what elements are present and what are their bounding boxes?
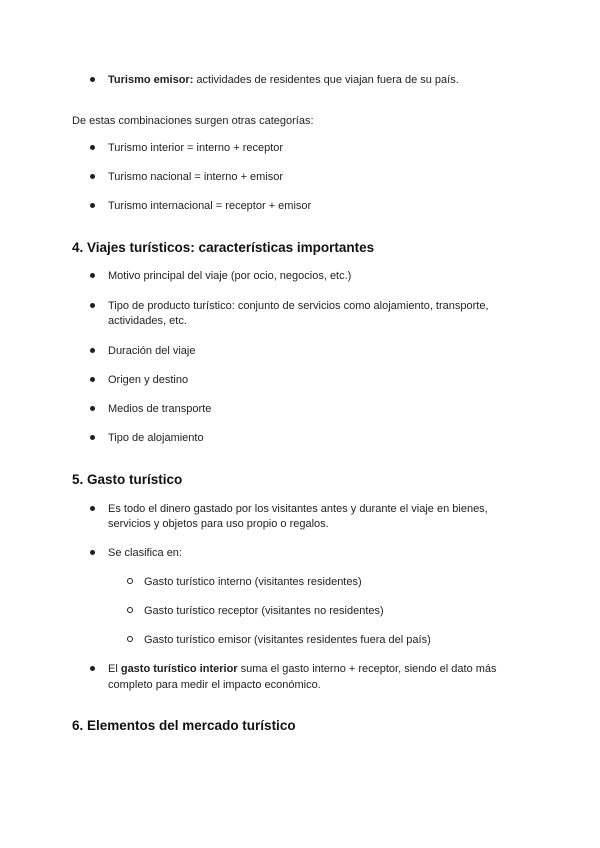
bold-term: gasto turístico interior bbox=[120, 663, 238, 675]
bullet-dot bbox=[90, 506, 95, 511]
list-item-continuation: actividades, etc. bbox=[108, 315, 187, 327]
text-post: suma el gasto interno + receptor, siendo el dato más bbox=[237, 663, 497, 675]
section-4-heading: 4. Viajes turísticos: características importantes bbox=[72, 240, 375, 255]
bold-term: Turismo emisor: bbox=[108, 74, 194, 86]
section-6-heading: 6. Elementos del mercado turístico bbox=[72, 718, 296, 733]
categories-intro: De estas combinaciones surgen otras categorías: bbox=[72, 115, 314, 127]
bullet-turismo-emisor bbox=[108, 72, 459, 88]
list-item: Medios de transporte bbox=[108, 403, 212, 415]
sub-bullet-circle bbox=[127, 578, 133, 584]
list-item: Es todo el dinero gastado por los visitantes antes y durante el viaje en bienes, bbox=[108, 503, 488, 515]
bullet-dot bbox=[90, 435, 95, 440]
category-item: Turismo internacional = receptor + emisor bbox=[108, 200, 312, 212]
bullet-dot bbox=[90, 203, 95, 208]
sub-list-item: Gasto turístico interno (visitantes residentes) bbox=[144, 576, 362, 588]
sub-list-item: Gasto turístico emisor (visitantes residentes fuera del país) bbox=[144, 634, 431, 646]
text-pre: El bbox=[108, 663, 121, 675]
list-item: Duración del viaje bbox=[108, 345, 196, 357]
bullet-dot bbox=[90, 666, 95, 671]
sub-list-item: Gasto turístico receptor (visitantes no residentes) bbox=[144, 605, 384, 617]
list-item: Tipo de alojamiento bbox=[108, 432, 204, 444]
list-item: Se clasifica en: bbox=[108, 547, 182, 559]
list-item: Origen y destino bbox=[108, 374, 189, 386]
category-item: Turismo interior = interno + receptor bbox=[108, 142, 284, 154]
list-item: Motivo principal del viaje (por ocio, negocios, etc.) bbox=[108, 270, 352, 282]
bullet-dot bbox=[90, 145, 95, 150]
category-item: Turismo nacional = interno + emisor bbox=[108, 171, 284, 183]
bullet-dot bbox=[90, 77, 95, 82]
bullet-dot bbox=[90, 273, 95, 278]
list-item: Tipo de producto turístico: conjunto de servicios como alojamiento, transporte, bbox=[108, 300, 489, 312]
bullet-text: actividades de residentes que viajan fuera de su país. bbox=[193, 74, 459, 86]
list-item-continuation: completo para medir el impacto económico. bbox=[108, 679, 321, 691]
bullet-dot bbox=[90, 406, 95, 411]
bullet-dot bbox=[90, 303, 95, 308]
bullet-dot bbox=[90, 377, 95, 382]
bullet-dot bbox=[90, 348, 95, 353]
bullet-dot bbox=[90, 174, 95, 179]
list-item bbox=[108, 661, 497, 677]
list-item-continuation: servicios y objetos para uso propio o regalos. bbox=[108, 518, 329, 530]
section-5-heading: 5. Gasto turístico bbox=[72, 472, 183, 487]
sub-bullet-circle bbox=[127, 636, 133, 642]
bullet-dot bbox=[90, 550, 95, 555]
sub-bullet-circle bbox=[127, 607, 133, 613]
